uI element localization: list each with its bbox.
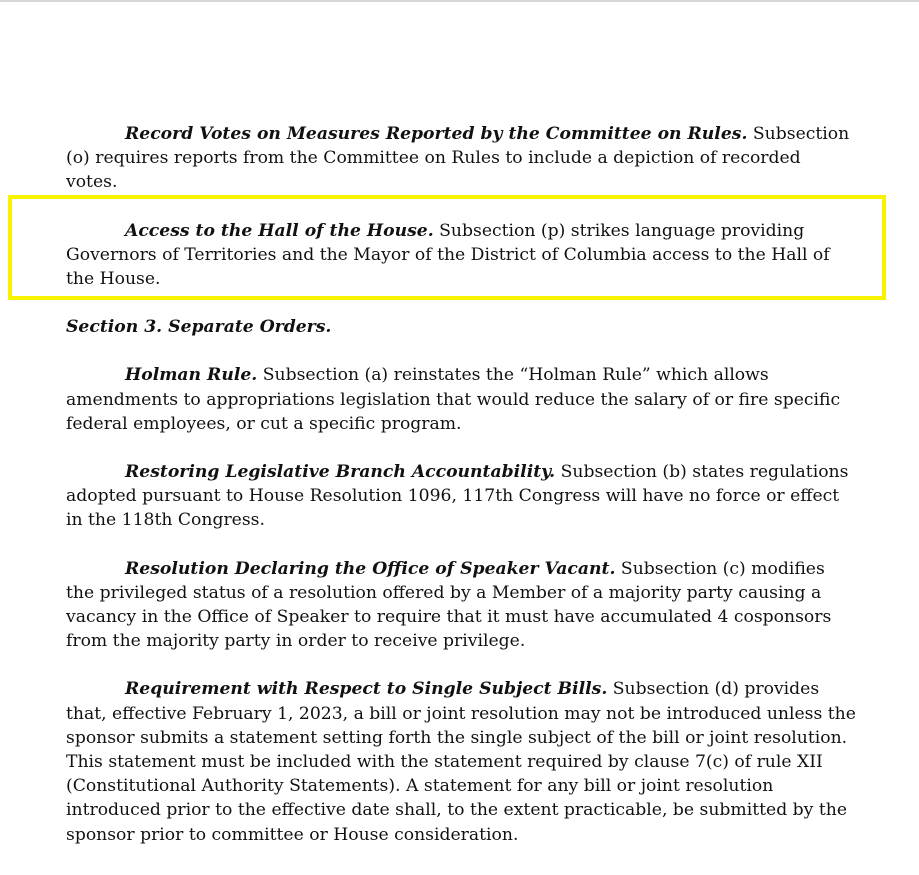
paragraph-record-votes [66,122,856,195]
paragraph-heading: Access to the Hall of the House. [125,220,434,241]
paragraph-speaker-vacant [66,557,856,654]
document-page [66,122,856,847]
paragraph-legislative-accountability [66,460,856,533]
paragraph-holman-rule [66,363,856,436]
paragraph-body: Subsection (b) states regulations adopted pursuant to House Resolution 1096, 117th Congress will have no force or effect in the 118th Congress. [66,462,849,531]
paragraph-heading: Requirement with Respect to Single Subject Bills. [125,679,608,700]
paragraph-single-subject-bills [66,677,856,846]
paragraph-heading: Holman Rule. [125,365,258,386]
paragraph-access-hall [66,219,856,292]
top-border-line [0,0,919,2]
paragraph-body: Subsection (a) reinstates the “Holman Rule” which allows amendments to appropriations legislation that would reduce the salary of or fire specific federal employees, or cut a specific program. [66,365,841,434]
paragraph-heading: Restoring Legislative Branch Accountability. [125,462,556,483]
paragraph-heading: Resolution Declaring the Office of Speaker Vacant. [125,558,616,579]
paragraph-body: Subsection (d) provides that, effective February 1, 2023, a bill or joint resolution may not be introduced unless the sponsor submits a statement setting forth the single subject of the bill or joint resolution. This statement must be included with the statement required by clause 7(c) of rule XII (Constitutional Authority Statements). A statement for any bill or joint resolution introduced prior to the effective date shall, to the extent practicable, be submitted by the sponsor prior to committee or House consideration. [66,679,856,845]
section-title: Section 3. Separate Orders. [66,317,332,338]
paragraph-body: Subsection (o) requires reports from the Committee on Rules to include a depiction of recorded votes. [66,124,850,193]
paragraph-body: Subsection (c) modifies the privileged status of a resolution offered by a Member of a majority party causing a vacancy in the Office of Speaker to require that it must have accumulated 4 cosponsors from the majority party in order to receive privilege. [66,558,832,652]
paragraph-body: Subsection (p) strikes language providing Governors of Territories and the Mayor of the District of Columbia access to the Hall of the House. [66,220,830,290]
paragraph-heading: Record Votes on Measures Reported by the Committee on Rules. [125,124,748,144]
